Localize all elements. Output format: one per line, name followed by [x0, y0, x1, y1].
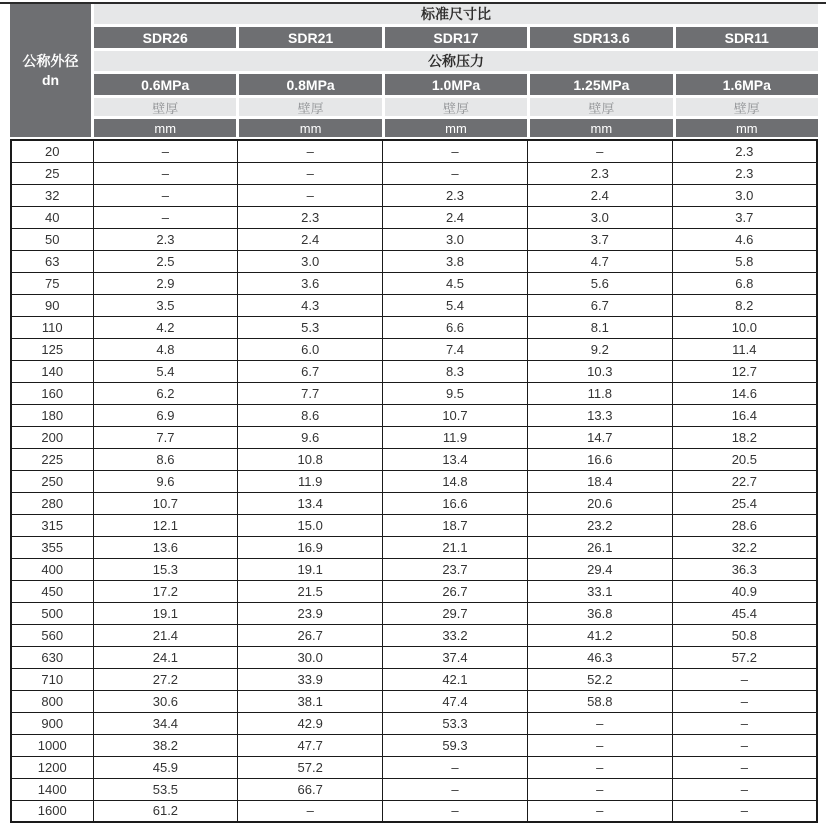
table-row	[11, 778, 817, 800]
table-row	[11, 734, 817, 756]
dn-cell: 250	[11, 470, 93, 492]
dn-cell: 500	[11, 602, 93, 624]
thickness-cell: 23.7	[383, 558, 528, 580]
thickness-cell: 3.7	[672, 206, 817, 228]
thickness-cell: 45.9	[93, 756, 238, 778]
thickness-cell: 47.7	[238, 734, 383, 756]
thickness-cell: 38.2	[93, 734, 238, 756]
dn-cell: 900	[11, 712, 93, 734]
thickness-cell: 33.2	[383, 624, 528, 646]
dn-cell: 560	[11, 624, 93, 646]
thickness-cell: 11.4	[672, 338, 817, 360]
thickness-cell: 2.5	[93, 250, 238, 272]
dn-cell: 630	[11, 646, 93, 668]
thickness-cell: –	[238, 184, 383, 206]
table-body	[11, 140, 817, 822]
band-nominal-pressure: 公称压力	[94, 51, 818, 71]
wall-thickness-label: 壁厚	[94, 98, 236, 116]
column-header-sdr26: SDR26	[94, 27, 236, 48]
thickness-cell: 59.3	[383, 734, 528, 756]
thickness-cell: 61.2	[93, 800, 238, 822]
thickness-cell: 8.1	[527, 316, 672, 338]
thickness-cell: 12.7	[672, 360, 817, 382]
pressure-header-1-6mpa: 1.6MPa	[676, 74, 818, 95]
thickness-cell: 2.3	[238, 206, 383, 228]
dn-cell: 140	[11, 360, 93, 382]
thickness-cell: –	[93, 140, 238, 162]
thickness-cell: 23.9	[238, 602, 383, 624]
thickness-cell: –	[527, 756, 672, 778]
dn-cell: 25	[11, 162, 93, 184]
thickness-cell: 11.8	[527, 382, 672, 404]
thickness-cell: 5.8	[672, 250, 817, 272]
thickness-cell: 36.8	[527, 602, 672, 624]
dn-cell: 400	[11, 558, 93, 580]
thickness-cell: 37.4	[383, 646, 528, 668]
thickness-cell: 3.7	[527, 228, 672, 250]
thickness-cell: –	[238, 140, 383, 162]
table-row	[11, 668, 817, 690]
thickness-cell: 28.6	[672, 514, 817, 536]
thickness-cell: 18.4	[527, 470, 672, 492]
thickness-cell: 4.3	[238, 294, 383, 316]
dn-cell: 63	[11, 250, 93, 272]
table-row	[11, 580, 817, 602]
thickness-cell: 15.3	[93, 558, 238, 580]
thickness-cell: 36.3	[672, 558, 817, 580]
table-row	[11, 162, 817, 184]
thickness-cell: 26.1	[527, 536, 672, 558]
thickness-cell: 2.3	[383, 184, 528, 206]
thickness-cell: –	[383, 778, 528, 800]
corner-header-line1: 公称外径	[22, 52, 79, 69]
table-row	[11, 316, 817, 338]
thickness-cell: –	[672, 690, 817, 712]
thickness-cell: 42.1	[383, 668, 528, 690]
thickness-cell: 2.9	[93, 272, 238, 294]
thickness-cell: 20.5	[672, 448, 817, 470]
thickness-cell: –	[238, 800, 383, 822]
unit-label-mm: mm	[676, 119, 818, 137]
thickness-cell: 5.6	[527, 272, 672, 294]
corner-header-nominal-outer-diameter	[10, 4, 91, 137]
thickness-cell: 16.4	[672, 404, 817, 426]
table-header	[10, 4, 818, 137]
thickness-cell: 3.0	[527, 206, 672, 228]
band-standard-dimension-ratio: 标准尺寸比	[94, 4, 818, 24]
dn-cell: 710	[11, 668, 93, 690]
thickness-cell: –	[527, 734, 672, 756]
thickness-cell: 10.8	[238, 448, 383, 470]
table-row	[11, 646, 817, 668]
thickness-cell: 4.5	[383, 272, 528, 294]
table-row	[11, 338, 817, 360]
thickness-cell: 42.9	[238, 712, 383, 734]
table-row	[11, 272, 817, 294]
pressure-header-0-6mpa: 0.6MPa	[94, 74, 236, 95]
corner-header-line2: dn	[41, 71, 60, 88]
thickness-cell: 13.4	[238, 492, 383, 514]
thickness-cell: –	[383, 800, 528, 822]
thickness-cell: –	[672, 712, 817, 734]
thickness-cell: 47.4	[383, 690, 528, 712]
thickness-cell: 3.0	[672, 184, 817, 206]
thickness-cell: 22.7	[672, 470, 817, 492]
thickness-cell: 2.4	[527, 184, 672, 206]
dn-cell: 75	[11, 272, 93, 294]
table-row	[11, 514, 817, 536]
table-row	[11, 360, 817, 382]
thickness-cell: 26.7	[383, 580, 528, 602]
thickness-cell: 53.5	[93, 778, 238, 800]
dn-cell: 315	[11, 514, 93, 536]
dn-cell: 200	[11, 426, 93, 448]
table-row	[11, 536, 817, 558]
pressure-header-1-25mpa: 1.25MPa	[530, 74, 672, 95]
thickness-cell: 5.3	[238, 316, 383, 338]
thickness-cell: 12.1	[93, 514, 238, 536]
thickness-cell: –	[93, 184, 238, 206]
dn-cell: 355	[11, 536, 93, 558]
thickness-cell: 10.7	[93, 492, 238, 514]
table-row	[11, 602, 817, 624]
thickness-cell: 14.6	[672, 382, 817, 404]
dn-cell: 1600	[11, 800, 93, 822]
thickness-cell: 8.6	[238, 404, 383, 426]
dn-cell: 1400	[11, 778, 93, 800]
thickness-cell: 13.3	[527, 404, 672, 426]
thickness-cell: 7.4	[383, 338, 528, 360]
table-row	[11, 294, 817, 316]
thickness-cell: 3.0	[383, 228, 528, 250]
wall-thickness-label: 壁厚	[239, 98, 381, 116]
thickness-cell: 66.7	[238, 778, 383, 800]
thickness-cell: 32.2	[672, 536, 817, 558]
thickness-cell: 19.1	[93, 602, 238, 624]
dn-cell: 20	[11, 140, 93, 162]
thickness-cell: 6.9	[93, 404, 238, 426]
table-row	[11, 426, 817, 448]
thickness-cell: 5.4	[93, 360, 238, 382]
thickness-cell: 2.4	[383, 206, 528, 228]
thickness-cell: 2.3	[93, 228, 238, 250]
thickness-cell: 30.0	[238, 646, 383, 668]
table-row	[11, 558, 817, 580]
thickness-cell: 21.1	[383, 536, 528, 558]
thickness-cell: 30.6	[93, 690, 238, 712]
thickness-cell: –	[672, 734, 817, 756]
thickness-cell: 4.7	[527, 250, 672, 272]
thickness-cell: 2.3	[672, 162, 817, 184]
thickness-cell: –	[672, 800, 817, 822]
thickness-cell: 29.7	[383, 602, 528, 624]
thickness-cell: 29.4	[527, 558, 672, 580]
thickness-cell: 9.6	[93, 470, 238, 492]
thickness-cell: 19.1	[238, 558, 383, 580]
thickness-cell: 58.8	[527, 690, 672, 712]
thickness-cell: 9.6	[238, 426, 383, 448]
thickness-cell: 3.5	[93, 294, 238, 316]
wall-thickness-label: 壁厚	[385, 98, 527, 116]
column-header-sdr21: SDR21	[239, 27, 381, 48]
thickness-cell: –	[672, 756, 817, 778]
dn-cell: 225	[11, 448, 93, 470]
thickness-cell: 13.6	[93, 536, 238, 558]
thickness-cell: 16.6	[383, 492, 528, 514]
thickness-cell: 10.0	[672, 316, 817, 338]
wall-thickness-label: 壁厚	[530, 98, 672, 116]
dn-cell: 450	[11, 580, 93, 602]
table-row	[11, 206, 817, 228]
thickness-cell: 8.6	[93, 448, 238, 470]
unit-label-mm: mm	[385, 119, 527, 137]
table-row	[11, 184, 817, 206]
table-row	[11, 404, 817, 426]
thickness-cell: 18.2	[672, 426, 817, 448]
thickness-cell: 18.7	[383, 514, 528, 536]
thickness-cell: 6.0	[238, 338, 383, 360]
thickness-cell: 2.3	[672, 140, 817, 162]
thickness-cell: 10.7	[383, 404, 528, 426]
table-row	[11, 382, 817, 404]
thickness-cell: 23.2	[527, 514, 672, 536]
thickness-cell: –	[527, 712, 672, 734]
thickness-cell: 45.4	[672, 602, 817, 624]
thickness-cell: 16.6	[527, 448, 672, 470]
thickness-cell: 6.2	[93, 382, 238, 404]
thickness-cell: 26.7	[238, 624, 383, 646]
thickness-cell: 41.2	[527, 624, 672, 646]
thickness-cell: 8.2	[672, 294, 817, 316]
pressure-header-0-8mpa: 0.8MPa	[239, 74, 381, 95]
thickness-cell: 6.8	[672, 272, 817, 294]
thickness-cell: 38.1	[238, 690, 383, 712]
thickness-cell: –	[527, 800, 672, 822]
thickness-cell: 57.2	[672, 646, 817, 668]
pressure-header-1-0mpa: 1.0MPa	[385, 74, 527, 95]
thickness-cell: 46.3	[527, 646, 672, 668]
dn-cell: 180	[11, 404, 93, 426]
thickness-cell: 24.1	[93, 646, 238, 668]
thickness-cell: 8.3	[383, 360, 528, 382]
dn-cell: 110	[11, 316, 93, 338]
thickness-cell: –	[383, 162, 528, 184]
column-header-sdr17: SDR17	[385, 27, 527, 48]
table-row	[11, 448, 817, 470]
dn-cell: 50	[11, 228, 93, 250]
dn-cell: 40	[11, 206, 93, 228]
thickness-cell: 4.6	[672, 228, 817, 250]
column-header-sdr13-6: SDR13.6	[530, 27, 672, 48]
unit-label-mm: mm	[239, 119, 381, 137]
thickness-cell: –	[93, 162, 238, 184]
thickness-cell: 14.7	[527, 426, 672, 448]
thickness-cell: 7.7	[238, 382, 383, 404]
table-row	[11, 470, 817, 492]
thickness-cell: 21.5	[238, 580, 383, 602]
table-row	[11, 250, 817, 272]
table-row	[11, 756, 817, 778]
dn-cell: 125	[11, 338, 93, 360]
table-row	[11, 624, 817, 646]
thickness-cell: 16.9	[238, 536, 383, 558]
thickness-cell: 4.8	[93, 338, 238, 360]
thickness-cell: 3.0	[238, 250, 383, 272]
thickness-cell: 50.8	[672, 624, 817, 646]
table-row	[11, 228, 817, 250]
thickness-cell: 3.6	[238, 272, 383, 294]
thickness-cell: 13.4	[383, 448, 528, 470]
thickness-cell: –	[527, 778, 672, 800]
unit-label-mm: mm	[530, 119, 672, 137]
thickness-cell: 57.2	[238, 756, 383, 778]
thickness-cell: 15.0	[238, 514, 383, 536]
thickness-cell: –	[383, 756, 528, 778]
dn-cell: 160	[11, 382, 93, 404]
dn-cell: 1200	[11, 756, 93, 778]
thickness-cell: 9.2	[527, 338, 672, 360]
dn-cell: 32	[11, 184, 93, 206]
thickness-cell: 21.4	[93, 624, 238, 646]
thickness-cell: 9.5	[383, 382, 528, 404]
dn-cell: 280	[11, 492, 93, 514]
thickness-cell: 14.8	[383, 470, 528, 492]
thickness-cell: 53.3	[383, 712, 528, 734]
table-row	[11, 690, 817, 712]
thickness-cell: –	[527, 140, 672, 162]
thickness-cell: 6.7	[527, 294, 672, 316]
thickness-cell: 34.4	[93, 712, 238, 734]
thickness-cell: 17.2	[93, 580, 238, 602]
unit-label-mm: mm	[94, 119, 236, 137]
thickness-cell: –	[383, 140, 528, 162]
thickness-cell: 40.9	[672, 580, 817, 602]
thickness-cell: 4.2	[93, 316, 238, 338]
thickness-cell: 6.7	[238, 360, 383, 382]
thickness-cell: 7.7	[93, 426, 238, 448]
thickness-cell: 33.1	[527, 580, 672, 602]
table-row	[11, 492, 817, 514]
thickness-cell: 11.9	[383, 426, 528, 448]
table-row	[11, 140, 817, 162]
wall-thickness-label: 壁厚	[676, 98, 818, 116]
dn-cell: 90	[11, 294, 93, 316]
dn-cell: 1000	[11, 734, 93, 756]
dn-cell: 800	[11, 690, 93, 712]
thickness-cell: 20.6	[527, 492, 672, 514]
thickness-cell: 2.4	[238, 228, 383, 250]
thickness-cell: 11.9	[238, 470, 383, 492]
thickness-cell: 33.9	[238, 668, 383, 690]
thickness-cell: 5.4	[383, 294, 528, 316]
thickness-cell: 6.6	[383, 316, 528, 338]
thickness-cell: –	[238, 162, 383, 184]
thickness-cell: 2.3	[527, 162, 672, 184]
table-row	[11, 800, 817, 822]
thickness-cell: –	[672, 778, 817, 800]
thickness-cell: –	[672, 668, 817, 690]
wall-thickness-data-table	[10, 139, 818, 823]
column-header-sdr11: SDR11	[676, 27, 818, 48]
thickness-cell: 27.2	[93, 668, 238, 690]
thickness-cell: –	[93, 206, 238, 228]
thickness-cell: 3.8	[383, 250, 528, 272]
table-row	[11, 712, 817, 734]
thickness-cell: 10.3	[527, 360, 672, 382]
thickness-cell: 25.4	[672, 492, 817, 514]
thickness-cell: 52.2	[527, 668, 672, 690]
